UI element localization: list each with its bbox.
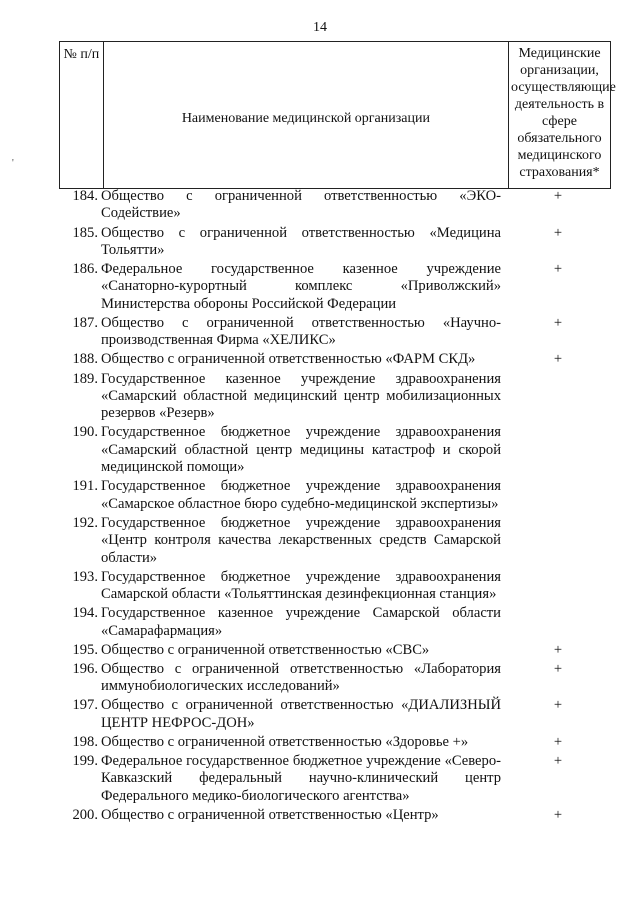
oms-mark: + <box>553 752 563 769</box>
row-number: 184. <box>72 188 98 204</box>
oms-mark: + <box>553 660 563 677</box>
organization-name: Общество с ограниченной ответственностью «ФАРМ СКД» <box>101 351 476 368</box>
organization-name: Общество с ограниченной ответственностью «СВС» <box>101 641 430 658</box>
list-item <box>0 569 640 604</box>
organization-name: Государственное бюджетное учреждение здравоохранения «Самарское областное бюро судебно-медицинской экспертизы» <box>101 478 501 512</box>
header-table <box>59 41 616 189</box>
margin-mark: ' <box>12 158 14 169</box>
list-item <box>0 697 640 732</box>
row-number: 186. <box>72 261 98 277</box>
row-number: 192. <box>72 514 98 531</box>
list-item <box>0 661 640 696</box>
list-item <box>0 261 640 313</box>
list-item <box>0 753 640 805</box>
list-item <box>0 315 640 350</box>
organization-name: Общество с ограниченной ответственностью «ЭКО-Содействие» <box>101 188 501 222</box>
row-number: 190. <box>72 424 98 441</box>
row-number: 200. <box>72 806 98 823</box>
organization-name: Общество с ограниченной ответственностью «Научно-производственная Фирма «ХЕЛИКС» <box>101 314 501 349</box>
list-item <box>0 225 640 260</box>
list-item <box>0 351 640 368</box>
list-item <box>0 605 640 640</box>
row-number: 187. <box>72 314 98 331</box>
row-number: 197. <box>72 697 98 714</box>
page-number: 14 <box>313 20 327 35</box>
organization-list <box>0 188 640 826</box>
row-number: 191. <box>72 478 98 495</box>
list-item <box>0 807 640 824</box>
list-item <box>0 478 640 513</box>
oms-mark: + <box>553 641 563 658</box>
list-item <box>0 642 640 659</box>
list-item <box>0 424 640 476</box>
organization-name: Государственное казенное учреждение Самарской области «Самарафармация» <box>101 605 501 639</box>
oms-mark: + <box>553 188 563 204</box>
row-number: 195. <box>72 641 98 658</box>
organization-name: Государственное бюджетное учреждение здравоохранения «Центр контроля качества лекарственных средств Самарской области» <box>101 514 501 566</box>
organization-name: Общество с ограниченной ответственностью «Центр» <box>101 806 439 823</box>
row-number: 185. <box>72 224 98 241</box>
organization-name: Государственное бюджетное учреждение здравоохранения Самарской области «Тольяттинская дезинфекционная станция» <box>101 568 501 603</box>
organization-name: Общество с ограниченной ответственностью «Медицина Тольятти» <box>101 224 501 258</box>
organization-name: Государственное бюджетное учреждение здравоохранения «Самарский областной центр медицины катастроф и скорой медицинской помощи» <box>101 424 501 476</box>
oms-mark: + <box>553 224 563 241</box>
list-item <box>0 188 640 223</box>
organization-name: Федеральное государственное казенное учреждение «Санаторно-курортный комплекс «Приволжский» Министерства обороны Российской Федерации <box>101 261 501 312</box>
row-number: 198. <box>72 733 98 750</box>
row-number: 188. <box>72 351 98 368</box>
organization-name: Государственное казенное учреждение здравоохранения «Самарский областной медицинский центр мобилизационных резервов «Резерв» <box>101 370 501 422</box>
organization-name: Общество с ограниченной ответственностью «Лаборатория иммунобиологических исследований» <box>101 660 501 695</box>
row-number: 194. <box>72 605 98 622</box>
oms-mark: + <box>553 733 563 750</box>
row-number: 193. <box>72 568 98 585</box>
oms-mark: + <box>553 806 563 823</box>
organization-name: Общество с ограниченной ответственностью «ДИАЛИЗНЫЙ ЦЕНТР НЕФРОС-ДОН» <box>101 697 501 731</box>
oms-mark: + <box>553 697 563 714</box>
row-number: 199. <box>72 752 98 769</box>
oms-mark: + <box>553 314 563 331</box>
list-item <box>0 371 640 423</box>
list-item <box>0 734 640 751</box>
list-item <box>0 515 640 567</box>
organization-name: Федеральное государственное бюджетное учреждение «Северо-Кавказский федеральный научно-клинический центр Федерального медико-биологического агентства» <box>101 752 501 804</box>
oms-mark: + <box>553 261 563 277</box>
organization-name: Общество с ограниченной ответственностью «Здоровье +» <box>101 733 469 750</box>
row-number: 189. <box>72 370 98 387</box>
row-number: 196. <box>72 660 98 677</box>
header-name-col: Наименование медицинской организации <box>104 42 509 188</box>
header-num-col: № п/п <box>60 42 104 188</box>
oms-mark: + <box>553 351 563 368</box>
header-med-col: Медицинские организации, осуществляющие деятельность в сфере обязательного медицинского страхования* <box>511 46 616 180</box>
